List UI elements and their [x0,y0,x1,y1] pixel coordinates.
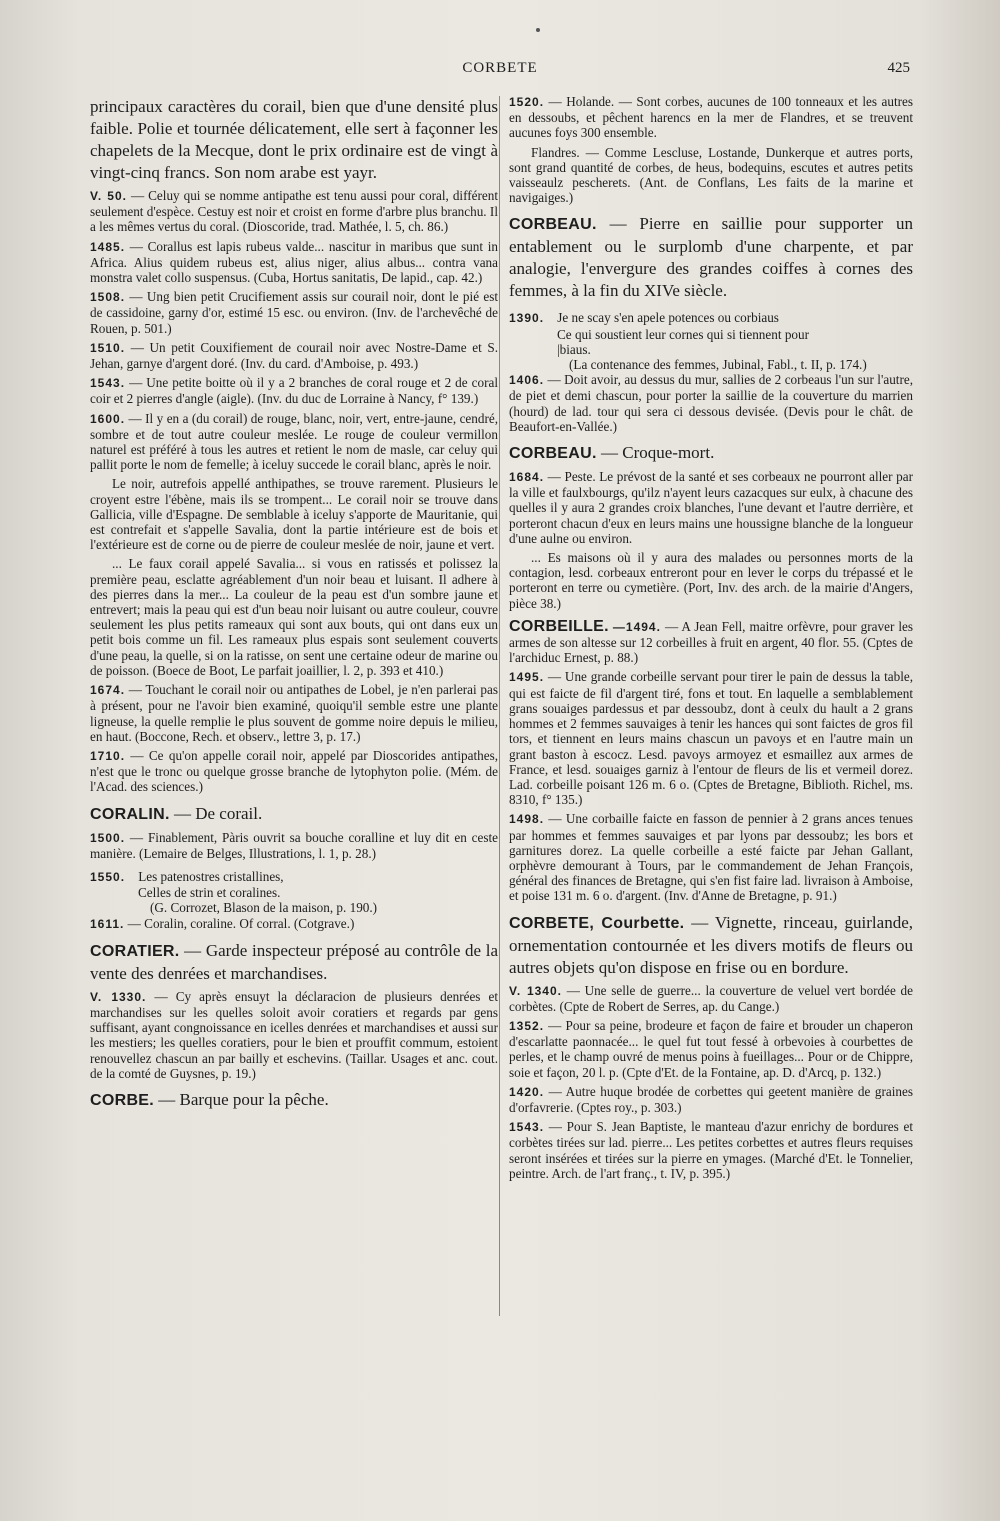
verse-text: Ce qui soustient leur cornes qui si tiennent pour [557,326,809,342]
column-rule [499,96,500,1316]
citation-text: — Une grande corbeille servant pour tirer le pain de dessus la table, qui est faicte de fil d'argent tiré, fons et tout. En laquelle a semblablement grans souaiges pardessus et par dessoubz, dont à ceulx du hault a 2 grans hommes et 2 femmes sauvaiges à tenir les hances qui sont faictes de gros fil tors, et tiennent en leurs mains chascun un pavoys et en l'autre main un grant baston à escocz. Lesd. pavoys armoyez et esmaillez aux armes de France, et lesd. souaiges garniz à l'entour de fleurs de lis et vermeil dorez. Lad. corbeille poisant 126 m. 6 o. (Cptes de Bretagne, Biblioth. Richel, ms. 8310, f° 135.) [509,669,914,808]
citation [90,556,498,678]
citation [509,1018,913,1080]
definition-text: — Vignette, rinceau, guirlande, ornementation contournée et les divers motifs de fleurs ou autres objets qu'on dispose en frise ou en bordure. [509,912,913,977]
entry-year: 1390. [509,311,545,326]
citation [90,375,498,406]
dictionary-entry [509,619,913,666]
headword: CORBEAU. [509,445,597,463]
citation-text: — Cy après ensuyt la déclaracion de plusieurs denrées et marchandises sur les quelles soloit avoir coratiers et regards par gens suffisant, ayant congnoissance en icelles denrées et marchandises et aussi sur les mestiers; les quelles coratiers, pour le bien et prouffit commum, estoient renouvellez chascun an par bailly et eschevins. (Taillar. Usages et anc. cout. de la comté de Guysnes, p. 19.) [90,988,499,1081]
dictionary-entry [90,803,498,826]
verse-quote [509,310,913,372]
verse-line [509,357,913,372]
entry-year: 1520. [509,95,545,109]
entry-year: 1674. [90,683,126,698]
citation-text: — Corallus est lapis rubeus valde... nascitur in maribus que sunt in Africa. Alius quidem rubeus est, alius niger, alius albus... contra vana monstra valet collo suspensus. (Cuba, Hortus sanitatis, De lapid., cap. 42.) [90,238,499,286]
entry-year: 1498. [509,812,545,827]
citation-text: Flandres. — Comme Lesclusе, Lostande, Dunkerque et autres ports, sont grand quantité de corbes, de heus, bodequins, escutes et autres petits vaisseaulz pescherets. (Ant. de Conflans, Les faits de la marine et navigaiges.) [509,144,913,206]
headword: CORATIER. [90,942,180,960]
entry-year: 1420. [509,1084,545,1099]
entry-year: 1510. [90,340,126,355]
citation-text: — Pour sa peine, brodeure et façon de faire et brouder un chaperon d'escarlatte paonnacée... le quel fut tout fessé à orbevoies à courbettes de perles, et le champ ouvré de menus poins à fueillages... Pour or de Chippre, soie et façon, 20 l. p. (Cpte d'Et. de la Fontaine, ap. D. d'Arcq, p. 132.) [509,1017,913,1080]
citation-text: — Il y en a (du corail) de rouge, blanc, noir, vert, entre-jaune, cendré, sombre et de tout autre couleur meslée. Le rouge de couleur vermillon naturel est préféré à tous les autres et retient le nom de masle, car celuy qui pallit porte le nom de femelle; à iceluy succede le corail blanc, après le noir. [90,410,499,473]
entry-year: 1543. [509,1120,545,1135]
page-number: 425 [887,60,910,76]
citation-text: — Une selle de guerre... la couverture de veluel vert bordée de corbètes. (Cpte de Robert de Serres, ap. du Cange.) [509,982,913,1014]
citation-text: — A Jean Fell, maitre orfèvre, pour graver les armes de son altesse sur 12 corbeilles à fruit en argent, 40 flor. 55. (Cptes de l'archiduc Ernest, p. 88.) [509,618,914,666]
citation-text: — Une corbaille faicte en fasson de pennier à 2 grans ances tenues par hommes et femmes sauvaiges et par lyons par dessoubz; les bors et garnitures dorez. La quelle corbeille a esté faicte par Jehan Gallant, orphèvre demourant à Tours, par le commandement de Jehan François, général des finances de Bretagne, qui s'en fist faire lad. livraison à Amboise, et poise 131 m. 6 o. d'argent. (Inv. d'Anne de Bretagne, p. 91.) [509,811,913,904]
page-header [90,60,910,84]
dictionary-entry [90,1089,498,1112]
entry-year: 1710. [90,748,126,763]
headword: CORBEAU. [509,216,597,234]
citation-text: — Ung bien petit Crucifiement assis sur courail noir, dont le pié est de cassidoine, garny d'or, estimé 15 esc. ou environ. (Inv. de l'archevêché de Rouen, p. 501.) [90,289,499,336]
verse-line [509,327,913,342]
citation [90,830,498,861]
entry-year: 1684. [509,470,545,485]
running-title: CORBETE [462,60,538,76]
citation-text: ... Le faux corail appelé Savalia... si vous en ratissés et polissez la première peau, esclatte agréablement d'un noir beau et luisant. Il adhere à des pierres dans la mer... La couleur de la peau est d'un sombre jaune et entrevert; mais la peau qui est d'un beau noir luisant ou autre couleur, couvre seulement les plus petits rameaux qui sont aux bouts, qui ont dans eux un petit bois comme un fil. Les rameaux plus espais sont seulement couverts d'une peau, la quelle, si on la ratisse, on sent une certaine odeur de marine ou de poisson. (Boece de Boot, Le parfait joaillier, l. 2, p. 393 et 410.) [90,556,498,678]
citation-text: — Holande. — Sont corbes, aucunes de 100 tonneaux et les autres en dessoubs, et pêchent harencs en la mer de Flandres, et se treuvent aucunes foys 300 ensemble. [509,94,914,141]
citation [509,669,913,807]
entry-year: 1508. [90,290,126,305]
entry-year: 1495. [509,670,545,685]
verse-text: Les patenostres cristallines, [138,868,284,884]
verse-text: Celles de strin et coralines. [138,885,281,901]
headword: CORBE. [90,1091,155,1109]
verse-line [90,869,498,885]
headword: CORBEILLE. [509,617,609,635]
entry-year: 1352. [509,1018,545,1033]
verse-line [90,885,498,900]
paragraph [90,96,498,184]
citation-text: — Celuy qui se nomme antipathe est tenu aussi pour coral, différent seulement d'espèce. Cestuy est noir et croist en forme d'arbre plus branchu. Il a les mêmes vertus du coral. (Dioscoride, trad. Mathée, l. 5, ch. 86.) [90,188,498,235]
definition-text: — Barque pour la pêche. [158,1089,329,1109]
entry-year: V. 1330. [90,989,147,1004]
citation [509,372,913,434]
entry-year: 1500. [90,830,126,845]
entry-year: V. 50. [90,189,127,203]
entry-year: 1600. [90,411,126,426]
citation [509,811,913,903]
citation [509,550,913,611]
citation [90,476,498,552]
verse-text: Je ne scay s'en apele potences ou corbiaus [557,310,779,326]
citation [90,340,498,371]
citation-text: — Finablement, Pàris ouvrit sa bouche coralline et luy dit en ceste manière. (Lemaire de Belges, Illustrations, l. 1, p. 28.) [90,829,499,861]
citation-text: — Coralin, coraline. Of corral. (Cotgrave.) [127,915,355,931]
headword: CORBETE, Courbette. [509,914,685,932]
citation [509,469,913,546]
paragraph-text: principaux caractères du corail, bien que d'une densité plus faible. Polie et tournée délicatement, elle sert à façonner les chapelets de la Mecque, dont le prix ordinaire est de vingt à vingt-cinq francs. Son nom arabe est yayr. [90,97,498,182]
citation-text: — Touchant le corail noir ou antipathes de Lobel, je n'en parlerai pas à présent, pour ne l'avoir bien examiné, quoiqu'il semble estre une plante ligneuse, la quelle remplie le plus souvent de gomme noire depuis le milieu, en haut. (Boccone, Rech. et observ., lettre 3, p. 17.) [90,682,499,744]
entry-year: 1406. [509,373,545,388]
citation-text: ... Es maisons où il y aura des malades ou personnes morts de la contagion, lesd. corbeaux entreront pour en lever le corps du trépassé et le porteront en terre ou cymetière. (Port, Inv. des arch. de la mairie d'Angers, pièce 38.) [509,550,913,611]
entry-year: 1550. [90,869,126,884]
citation [90,411,498,473]
citation [90,188,498,235]
definition-text: — De corail. [173,803,263,823]
dictionary-entry [509,442,913,465]
definition-text: — Croque-mort. [601,443,715,463]
definition-text: — Garde inspecteur préposé au contrôle de la vente des denrées et marchandises. [90,940,498,983]
entry-year: 1485. [90,239,126,254]
citation [509,983,913,1014]
page-speck [536,28,540,32]
citation [509,1119,913,1181]
verse-line [509,310,913,326]
left-column [90,96,498,1116]
citation-text: — Pour S. Jean Baptiste, le manteau d'azur enrichy de bordures et corbètes tirées sur lad. pierre... Les petites corbettes et autres fleurs requises seront insérées et tirées sur la pierre en ymages. (Marché d'Et. le Tonnelier, peintre. Arch. de l'art franç., t. IV, p. 395.) [509,1119,913,1181]
citation-text: — Une petite boitte où il y a 2 branches de coral rouge et 2 de coral coir et 2 pierres d'angle (aigle). (Inv. du duc de Lorraine à Nancy, f° 139.) [90,375,499,407]
verse-text: |biaus. [557,341,591,357]
citation [90,682,498,744]
citation-text: — Un petit Couxifiement de courail noir avec Nostre-Dame et S. Jehan, garnye d'argent doré. (Inv. du card. d'Amboise, p. 493.) [90,339,499,372]
citation [90,289,498,336]
citation-text: — Peste. Le prévost de la santé et ses corbeaux ne pourront aller par la ville et faulxbourgs, qu'ilz n'ayent leurs cazacques sur eulx, à chacune des quelles il y aura 2 grandes croix blanches, l'une devant et l'autre derrière, et porteront chacun d'eux en leurs mains une houssigne blanche de la longueur d'une aulne ou environ. [509,469,914,546]
dictionary-entry [90,940,498,985]
verse-line [90,900,498,915]
verse-text: (La contenance des femmes, Jubinal, Fabl., t. II, p. 174.) [569,357,867,373]
headword: CORALIN. [90,805,170,823]
right-column [509,94,913,1185]
citation-text: — Ce qu'on appelle corail noir, appelé par Dioscorides antipathes, n'est que le tronc ou quelque grosse branche de lytophyton polie. (Mém. de l'Acad. des sciences.) [90,747,498,795]
citation-text: — Autre huque brodée de corbettes qui geetent manière de graines d'orfavrerie. (Cptes roy., p. 303.) [509,1083,914,1115]
citation-text: Le noir, autrefois appellé anthipathes, se trouve rarement. Plusieurs le croyent estre l'ébène, mais ils se trompent... Le corail noir se trouve dans Gallicia, ville d'Espagne. De semblable à iceluy s'apporte de Mauritanie, qui est contrefait et s'appelle Savalia, dont la partie intérieure est de bois et l'extérieure est de corne ou de pierre de couleur meslée de noir, jaune et vert. [90,476,498,553]
entry-year: V. 1340. [509,983,562,998]
dictionary-entry [509,213,913,302]
dictionary-entry [509,912,913,979]
definition-text: — Pierre en saillie pour supporter un entablement ou le surplomb d'une charpente, et par analogie, l'envergure des grandes coiffes à cornes des femmes, à la fin du XIVe siècle. [509,214,914,301]
verse-quote [90,869,498,916]
citation [509,1084,913,1115]
citation [90,239,498,286]
verse-line [509,342,913,357]
citation [90,916,498,932]
verse-text: (G. Corrozet, Blason de la maison, p. 190.) [150,900,378,916]
citation-text: — Doit avoir, au dessus du mur, sallies de 2 corbeaus l'un sur l'autre, de piet et demi chascun, pour porter la saillie de la couverture du marrien (hourd) de lad. tour qui sera ci dessous devisée. (Devis pour le chât. de Beaufort-en-Vallée.) [509,372,913,434]
citation [509,94,913,141]
entry-year: 1543. [90,376,126,391]
entry-year: 1611. [90,916,125,931]
citation [90,748,498,795]
entry-year: —1494. [612,619,661,634]
citation [90,989,498,1081]
citation [509,145,913,206]
